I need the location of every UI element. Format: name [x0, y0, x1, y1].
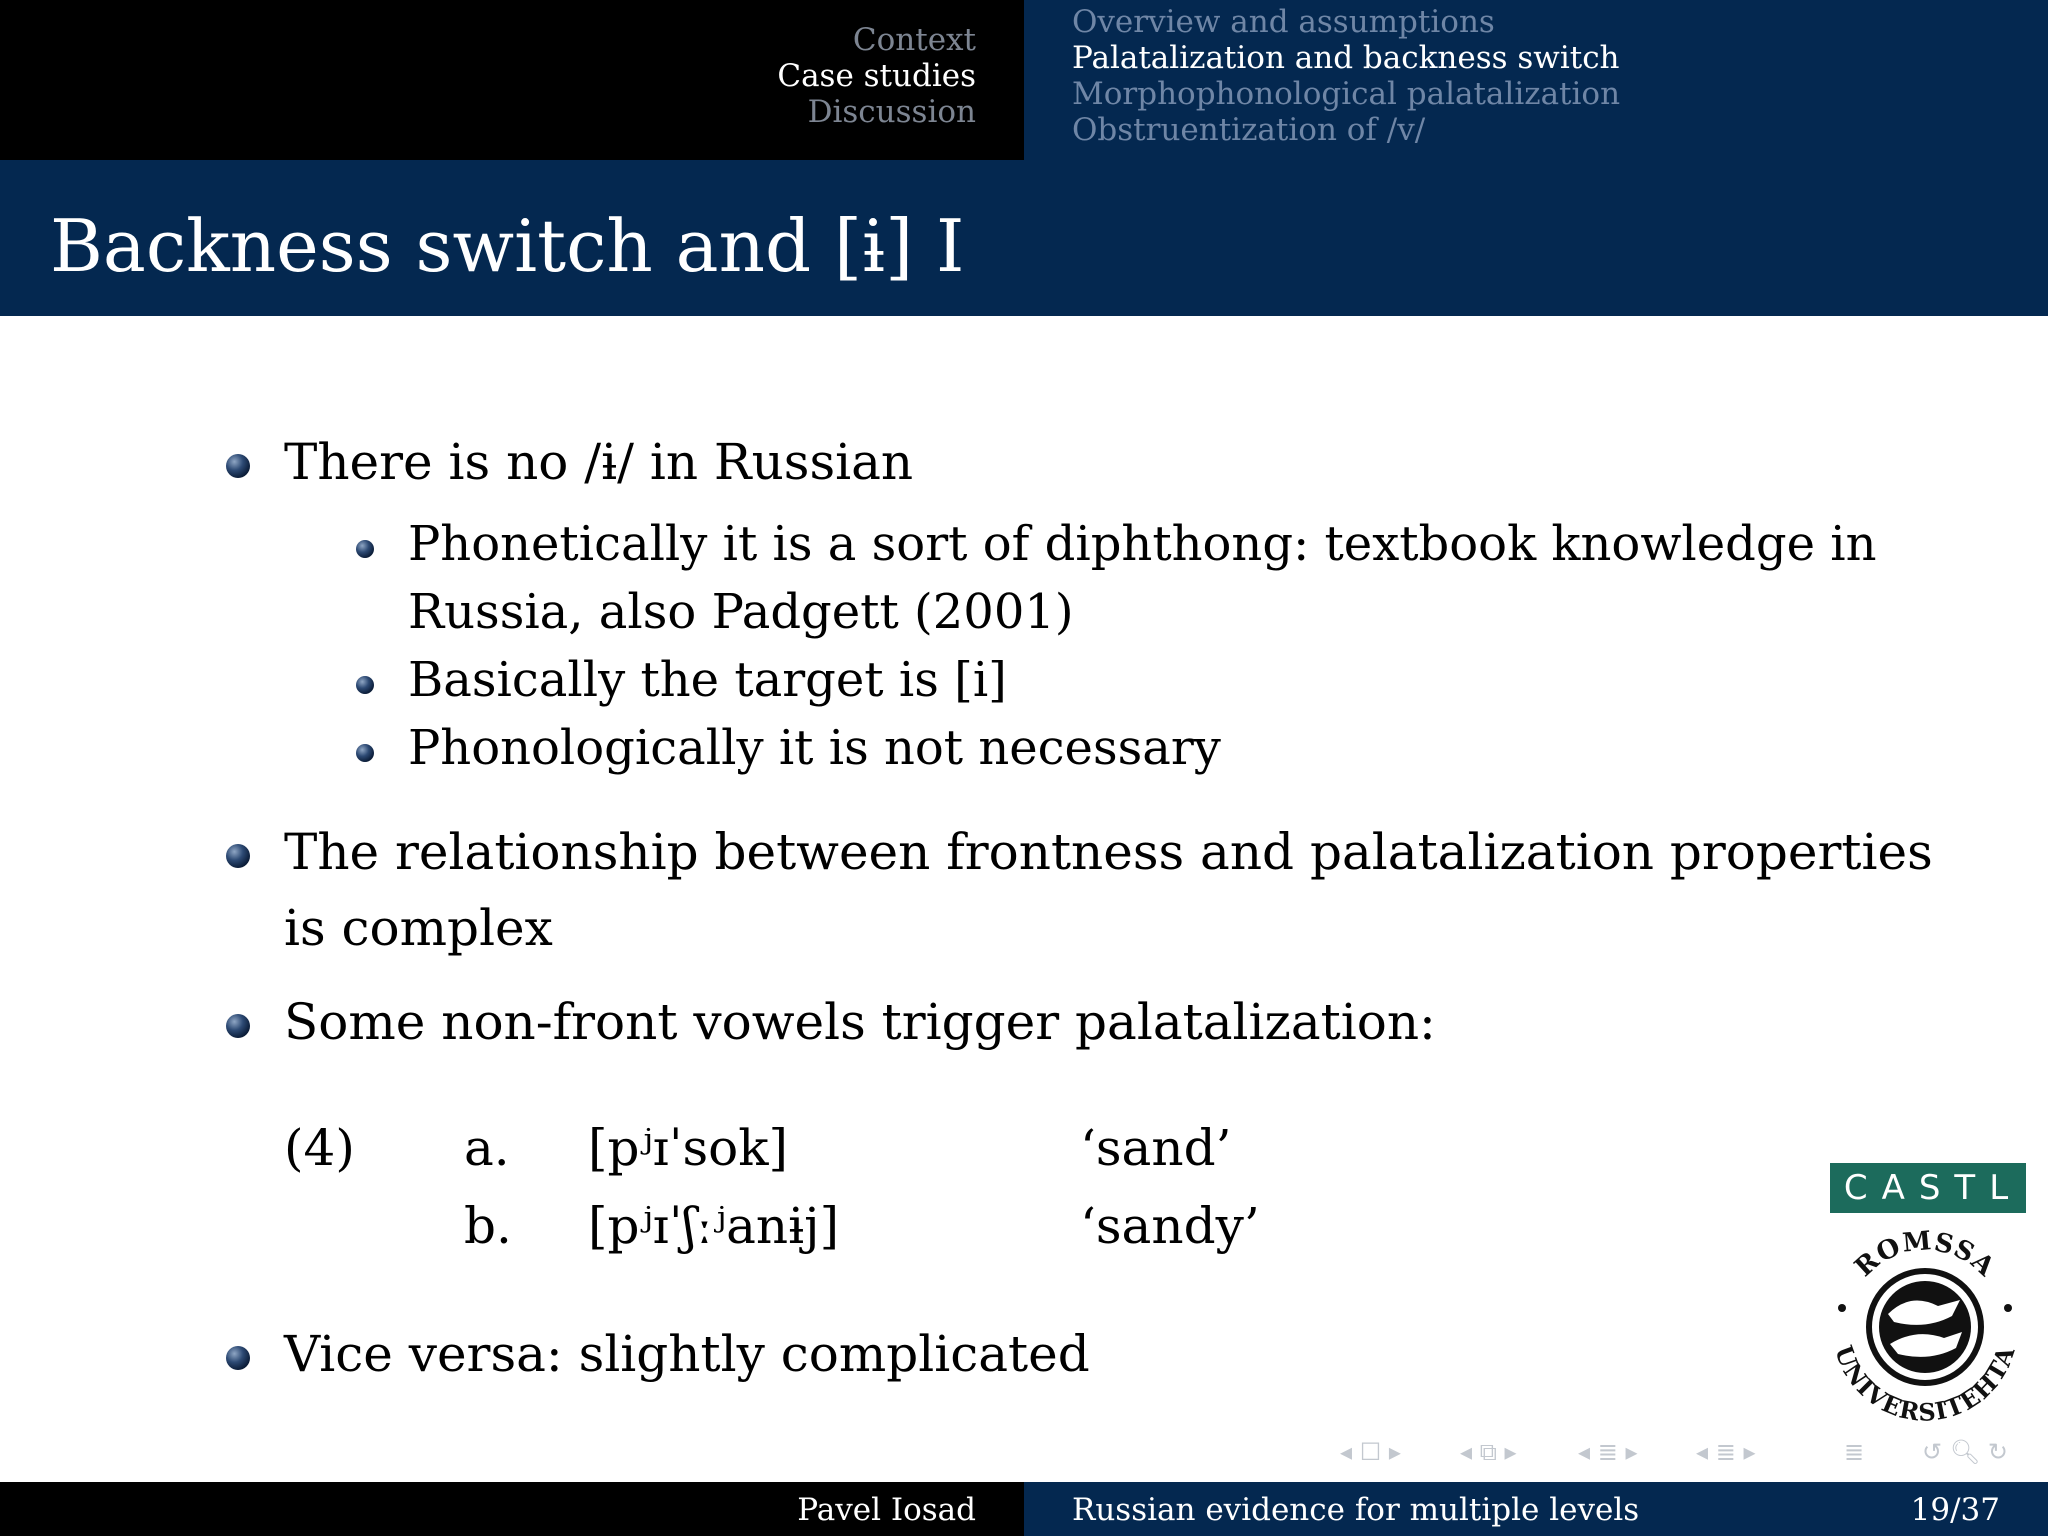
nav-subsection-prev-icon[interactable]: ◂ — [1460, 1438, 1473, 1466]
nav-subsection-controls — [1460, 1434, 1517, 1470]
header-sections-panel — [0, 0, 1024, 160]
nav-subsection-palatalization[interactable]: Palatalization and backness switch — [1072, 40, 1620, 76]
nav-subsection-obstruentization[interactable]: Obstruentization of /v/ — [1072, 112, 1426, 148]
example-letter-a: a. — [464, 1119, 510, 1177]
example-gloss-a: ‘sand’ — [1080, 1119, 1232, 1177]
nav-frame-prev-icon[interactable]: ◂ — [1340, 1438, 1353, 1466]
nav-outline-control — [1844, 1434, 1864, 1470]
nav-frame-next-icon[interactable]: ▸ — [1388, 1438, 1401, 1466]
bullet-icon — [226, 1346, 250, 1370]
section-nav — [777, 22, 976, 130]
slide-content — [0, 316, 2048, 1482]
frame-title: Backness switch and [ɨ] I — [50, 204, 965, 288]
nav-section-case-studies[interactable]: Case studies — [777, 58, 976, 94]
footer-page-number: 19/37 — [1910, 1492, 2000, 1528]
nav-frame-controls — [1340, 1434, 1401, 1470]
example-form-b: [pʲɪˈʃːʲanɨj] — [588, 1197, 840, 1255]
nav-document-next-icon[interactable]: ▸ — [1743, 1438, 1756, 1466]
nav-section-icon[interactable]: ≣ — [1597, 1438, 1618, 1466]
footer-talk-title: Russian evidence for multiple levels — [1072, 1492, 1640, 1528]
example-number: (4) — [284, 1119, 355, 1177]
nav-subsection-overview[interactable]: Overview and assumptions — [1072, 4, 1495, 40]
nav-document-controls — [1696, 1434, 1755, 1470]
bullet-text-relationship-line1: The relationship between frontness and palatalization properties — [284, 823, 1933, 881]
nav-search-icon[interactable]: 🔍︎ — [1949, 1438, 1981, 1466]
nav-back-icon[interactable]: ↺ — [1922, 1438, 1943, 1466]
nav-section-controls — [1578, 1434, 1637, 1470]
sub-bullet-target: Basically the target is [i] — [408, 652, 1007, 708]
nav-search-controls — [1922, 1434, 2008, 1470]
bullet-text-non-front-vowels: Some non-front vowels trigger palatalization: — [284, 993, 1436, 1051]
frame-title-bar — [0, 160, 2048, 316]
nav-outline-icon[interactable]: ≣ — [1844, 1438, 1865, 1466]
sub-bullet-icon — [356, 744, 374, 762]
bullet-text-vice-versa: Vice versa: slightly complicated — [284, 1325, 1090, 1383]
seal-bottom-text: UNIVERSITEHTA — [1829, 1341, 2021, 1427]
seal-top-text: ROMSSA — [1849, 1226, 2001, 1283]
nav-forward-icon[interactable]: ↻ — [1987, 1438, 2008, 1466]
footer-title-panel — [1024, 1482, 2048, 1536]
subsection-nav — [1072, 4, 1620, 148]
nav-document-icon[interactable]: ≣ — [1715, 1438, 1736, 1466]
castl-logo: CASTL — [1830, 1163, 2026, 1213]
university-seal-logo — [1820, 1222, 2030, 1432]
bullet-icon — [226, 454, 250, 478]
footer-author-panel — [0, 1482, 1024, 1536]
nav-frame-icon[interactable]: ☐ — [1359, 1438, 1382, 1466]
bullet-text-relationship-line2: is complex — [284, 899, 553, 957]
sub-bullet-phonological: Phonologically it is not necessary — [408, 720, 1221, 776]
example-form-a: [pʲɪˈsok] — [588, 1119, 789, 1177]
bullet-icon — [226, 1014, 250, 1038]
sub-bullet-diphthong-line2: Russia, also Padgett (2001) — [408, 584, 1074, 640]
nav-document-prev-icon[interactable]: ◂ — [1696, 1438, 1709, 1466]
nav-section-discussion[interactable]: Discussion — [807, 94, 976, 130]
nav-section-next-icon[interactable]: ▸ — [1625, 1438, 1638, 1466]
sub-bullet-icon — [356, 676, 374, 694]
header-subsections-panel — [1024, 0, 2048, 160]
example-letter-b: b. — [464, 1197, 512, 1255]
bullet-text-no-barred-i: There is no /ɨ/ in Russian — [284, 433, 914, 491]
nav-subsection-icon[interactable]: ⧉ — [1479, 1438, 1497, 1466]
nav-section-prev-icon[interactable]: ◂ — [1578, 1438, 1591, 1466]
sub-bullet-icon — [356, 540, 374, 558]
example-gloss-b: ‘sandy’ — [1080, 1197, 1260, 1255]
bullet-icon — [226, 844, 250, 868]
sub-bullet-diphthong-line1: Phonetically it is a sort of diphthong: textbook knowledge in — [408, 516, 1877, 572]
nav-subsection-next-icon[interactable]: ▸ — [1504, 1438, 1517, 1466]
nav-section-context[interactable]: Context — [852, 22, 976, 58]
footer-author: Pavel Iosad — [797, 1492, 976, 1528]
nav-subsection-morphophonological[interactable]: Morphophonological palatalization — [1072, 76, 1621, 112]
